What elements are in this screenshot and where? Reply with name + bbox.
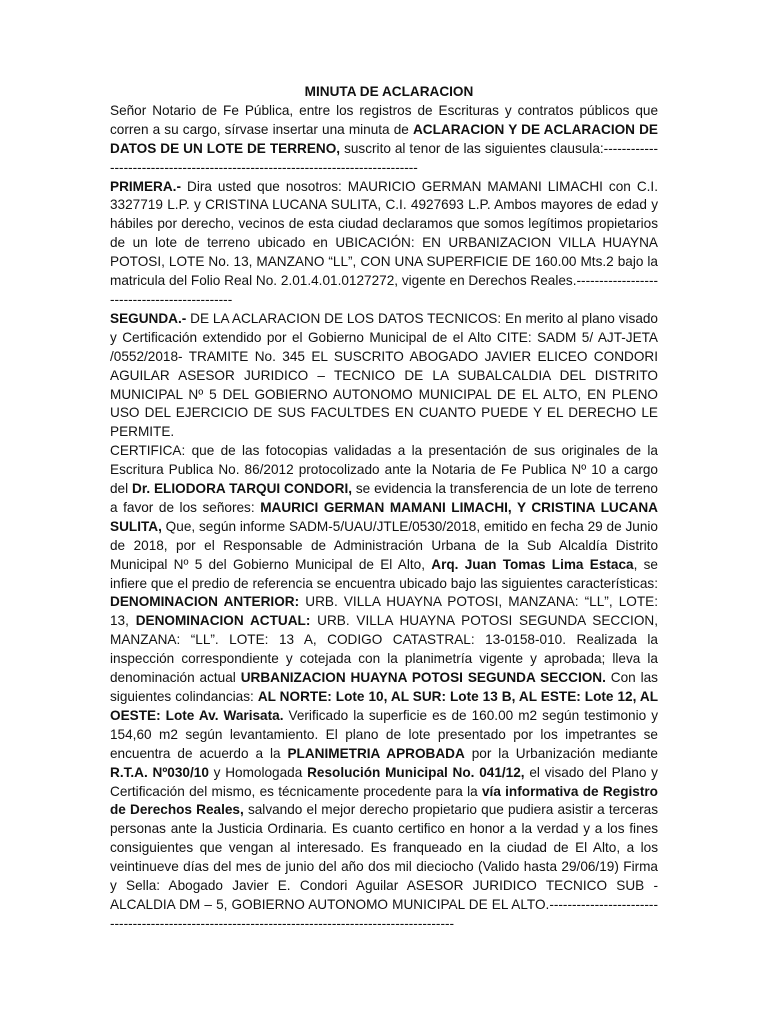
- intro-bold-1: ACLARACION Y DE ACLARACION DE DATOS DE UN LOTE DE TERRENO,: [110, 121, 658, 156]
- certifica-text-6: URB. VILLA HUAYNA POTOSI SEGUNDA SECCION, MANZANA: “LL”. LOTE: 13 A, CODIGO CATASTRAL: 13-0158-010. Realizada la inspección correspondiente y cotejada con la planimetría vigente y aprobada; lleva la denominación actual: [110, 613, 658, 686]
- primera-paragraph: [110, 178, 658, 310]
- certifica-bold-11: vía informativa de Registro de Derechos Reales,: [110, 783, 658, 818]
- segunda-paragraph: [110, 310, 658, 442]
- certifica-bold-10: Resolución Municipal No. 041/12,: [307, 764, 525, 780]
- intro-text-1: Señor Notario de Fe Pública, entre los registros de Escrituras y contratos públicos que corren a su cargo, sírvase insertar una minuta de: [110, 102, 658, 137]
- certifica-bold-3: Arq. Juan Tomas Lima Estaca: [431, 556, 634, 572]
- certifica-text-8: Verificado la superficie es de 160.00 m2 según testimonio y 154,60 m2 según levantamiento. El plano de lote presentado por los impetrantes se encuentra de acuerdo a la: [110, 707, 658, 761]
- document-title: MINUTA DE ACLARACION: [304, 84, 474, 99]
- certifica-paragraph: [110, 442, 658, 934]
- primera-label: PRIMERA.-: [110, 178, 181, 194]
- certifica-text-9: por la Urbanización mediante: [464, 745, 658, 761]
- certifica-text-7: Con las siguientes colindancias:: [110, 670, 658, 704]
- certifica-text-11: el visado del Plano y Certificación del mismo, es técnicamente procedente para la: [110, 764, 658, 799]
- certifica-bold-6: URBANIZACION HUAYNA POTOSI SEGUNDA SECCION.: [240, 670, 606, 686]
- certifica-bold-7: AL NORTE: Lote 10, AL SUR: Lote 13 B, AL ESTE: Lote 12, AL OESTE: Lote Av. Warisata.: [110, 689, 658, 723]
- certifica-text-3: Que, según informe SADM-5/UAU/JTLE/0530/2018, emitido en fecha 29 de Junio de 2018, por el Responsable de Administración Urbana de la Sub Alcaldía Distrito Municipal Nº 5 del Gobierno Municipal de El Alto,: [110, 518, 658, 572]
- certifica-bold-1: Dr. ELIODORA TARQUI CONDORI,: [132, 481, 352, 497]
- certifica-bold-4: DENOMINACION ANTERIOR:: [110, 594, 300, 610]
- certifica-text-4: , se infiere que el predio de referencia se encuentra ubicado bajo las siguientes características:: [110, 556, 658, 591]
- certifica-bold-2: MAURICI GERMAN MAMANI LIMACHI, Y CRISTINA LUCANA SULITA,: [110, 499, 658, 534]
- certifica-text-2: se evidencia la transferencia de un lote de terreno a favor de los señores:: [110, 481, 658, 515]
- certifica-bold-5: DENOMINACION ACTUAL:: [135, 613, 311, 629]
- certifica-text-12: salvando el mejor derecho propietario que pudiera asistir a terceras personas ante la Justicia Ordinaria. Es cuanto certifico en honor a la verdad y a los fines consiguientes que vengan al interesado. Es franqueado en la ciudad de El Alto, a los veintinueve días del mes de junio del año dos mil dieciocho (Valido hasta 29/06/19) Firma y Sella: Abogado Javier E. Condori Aguilar ASESOR JURIDICO TECNICO SUB - ALCALDIA DM – 5, GOBIERNO AUTONOMO MUNICIPAL DE EL ALTO.: [110, 802, 659, 912]
- intro-text-2: suscrito al tenor de las siguientes clausula:: [340, 140, 604, 156]
- intro-dashes: --------------------------------------------------------------------------------: [110, 140, 658, 175]
- certifica-bold-9: R.T.A. Nº030/10: [110, 764, 209, 780]
- intro-paragraph: [110, 102, 658, 178]
- certifica-text-5: URB. VILLA HUAYNA POTOSI, MANZANA: “LL”, LOTE: 13,: [110, 594, 659, 629]
- certifica-bold-8: PLANIMETRIA APROBADA: [287, 745, 465, 761]
- primera-text: Dira usted que nosotros: MAURICIO GERMAN MAMANI LIMACHI con C.I. 3327719 L.P. y CRISTINA LUCANA SULITA, C.I. 4927693 L.P. Ambos mayores de edad y hábiles por derecho, vecinos de esta ciudad declaramos que somos legítimos propietarios de un lote de terreno ubicado en UBICACIÓN: EN URBANIZACION VILLA HUAYNA POTOSI, LOTE No. 13, MANZANO “LL”, CON UNA SUPERFICIE DE 160.00 Mts.2 bajo la matricula del Folio Real No. 2.01.4.01.0127272, vigente en Derechos Reales.: [110, 178, 658, 289]
- document-page: [110, 83, 658, 934]
- certifica-dashes: ----------------------------------------------------------------------------------------------------: [110, 896, 658, 931]
- primera-dashes: ---------------------------------------------: [110, 273, 658, 307]
- segunda-text: DE LA ACLARACION DE LOS DATOS TECNICOS: En merito al plano visado y Certificación extendido por el Gobierno Municipal de el Alto CITE: SADM 5/ AJT-JETA /0552/2018- TRAMITE No. 345 EL SUSCRITO ABOGADO JAVIER ELICEO CONDORI AGUILAR ASESOR JURIDICO – TECNICO DE LA SUBALCALDIA DEL DISTRITO MUNICIPAL Nº 5 DEL GOBIERNO AUTONOMO MUNICIPAL DE EL ALTO, EN PLENO USO DEL EJERCICIO DE SUS FACULTDES EN CUANTO PUEDE Y EL DERECHO LE PERMITE.: [110, 310, 658, 440]
- certifica-text-1: CERTIFICA: que de las fotocopias validadas a la presentación de sus originales de la Escritura Publica No. 86/2012 protocolizado ante la Notaria de Fe Publica Nº 10 a cargo del: [110, 443, 658, 497]
- certifica-text-10: y Homologada: [208, 764, 308, 780]
- segunda-label: SEGUNDA.-: [110, 310, 187, 326]
